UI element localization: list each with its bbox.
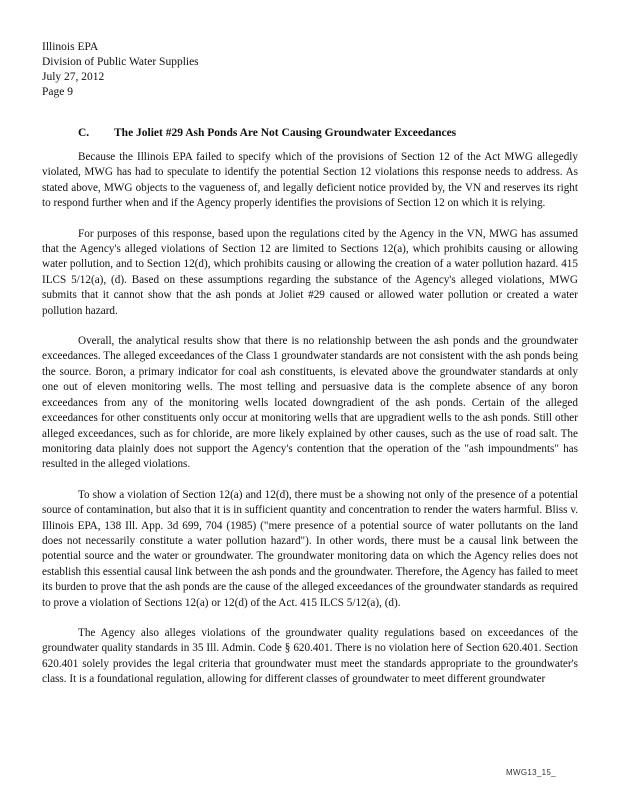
paragraph: To show a violation of Section 12(a) and 12(d), there must be a showing not only of the presence of a potential source of contamination, but also that it is in sufficient quantity and concentration to render the waters harmful. Bliss v. Illinois EPA, 138 Ill. App. 3d 699, 704 (1985) ("mere presence of a potential source of water pollutants on the land does not necessarily constitute a water pollution hazard"). In other words, there must be a causal link between the potential source and the water or groundwater. The groundwater monitoring data on which the Agency relies does not establish this essential causal link between the ash ponds and the groundwater. Therefore, the Agency has failed to meet its burden to prove that the ash ponds are the cause of the alleged exceedances of the groundwater standards as required to prove a violation of Sections 12(a) or 12(d) of the Act. 415 ILCS 5/12(a), (d). [42,488,579,609]
section-title: The Joliet #29 Ash Ponds Are Not Causing Groundwater Exceedances [114,127,457,139]
section-letter: C. [78,127,90,139]
paragraph: Because the Illinois EPA failed to specify which of the provisions of Section 12 of the Act MWG allegedly violated, MWG has had to speculate to identify the potential Section 12 violations this response needs to address. As stated above, MWG objects to the vagueness of, and legally deficient notice provided by, the VN and reserves its right to respond further when and if the Agency properly identifies the provisions of Section 12 on which it is relying. [42,151,578,210]
bates-number: MWG13_15_ [506,768,556,777]
header-date: July 27, 2012 [42,71,105,83]
paragraph: For purposes of this response, based upon the regulations cited by the Agency in the VN, MWG has assumed that the Agency's alleged violations of Section 12 are limited to Sections 12(a), which prohibits causing or allowing water pollution, and to Section 12(d), which prohibits causing or allowing the creation of a water pollution hazard. 415 ILCS 5/12(a), (d). Based on these assumptions regarding the substance of the Agency's alleged violations, MWG submits that it cannot show that the ash ponds at Joliet #29 caused or allowed water pollution or created a water pollution hazard. [42,227,578,317]
paragraph: Overall, the analytical results show that there is no relationship between the ash ponds and the groundwater exceedances. The alleged exceedances of the Class 1 groundwater standards are not consistent with the ash ponds being the source. Boron, a primary indicator for coal ash constituents, is elevated above the groundwater standards at only one out of eleven monitoring wells. The most telling and persuasive data is the complete absence of any boron exceedances from any of the monitoring wells located downgradient of the ash ponds. Certain of the alleged exceedances for other constituents only occur at monitoring wells that are upgradient wells to the ash ponds. Still other alleged exceedances, such as for chloride, are more likely explained by other causes, such as the use of road salt. The monitoring data plainly does not support the Agency's contention that the operation of the "ash impoundments" has resulted in the alleged violations. [42,335,578,471]
body-text [42,150,578,703]
letter-header [42,40,199,100]
header-division: Division of Public Water Supplies [42,56,199,68]
paragraph: The Agency also alleges violations of the groundwater quality regulations based on exceedances of the groundwater quality standards in 35 Ill. Admin. Code § 620.401. There is no violation here of Section 620.401. Section 620.401 solely provides the legal criteria that groundwater must meet the standards appropriate to the groundwater's class. It is a foundational regulation, allowing for different classes of groundwater to meet different groundwater [42,626,578,686]
section-heading [78,126,538,141]
header-recipient: Illinois EPA [42,41,99,53]
header-page-number: Page 9 [42,86,73,98]
